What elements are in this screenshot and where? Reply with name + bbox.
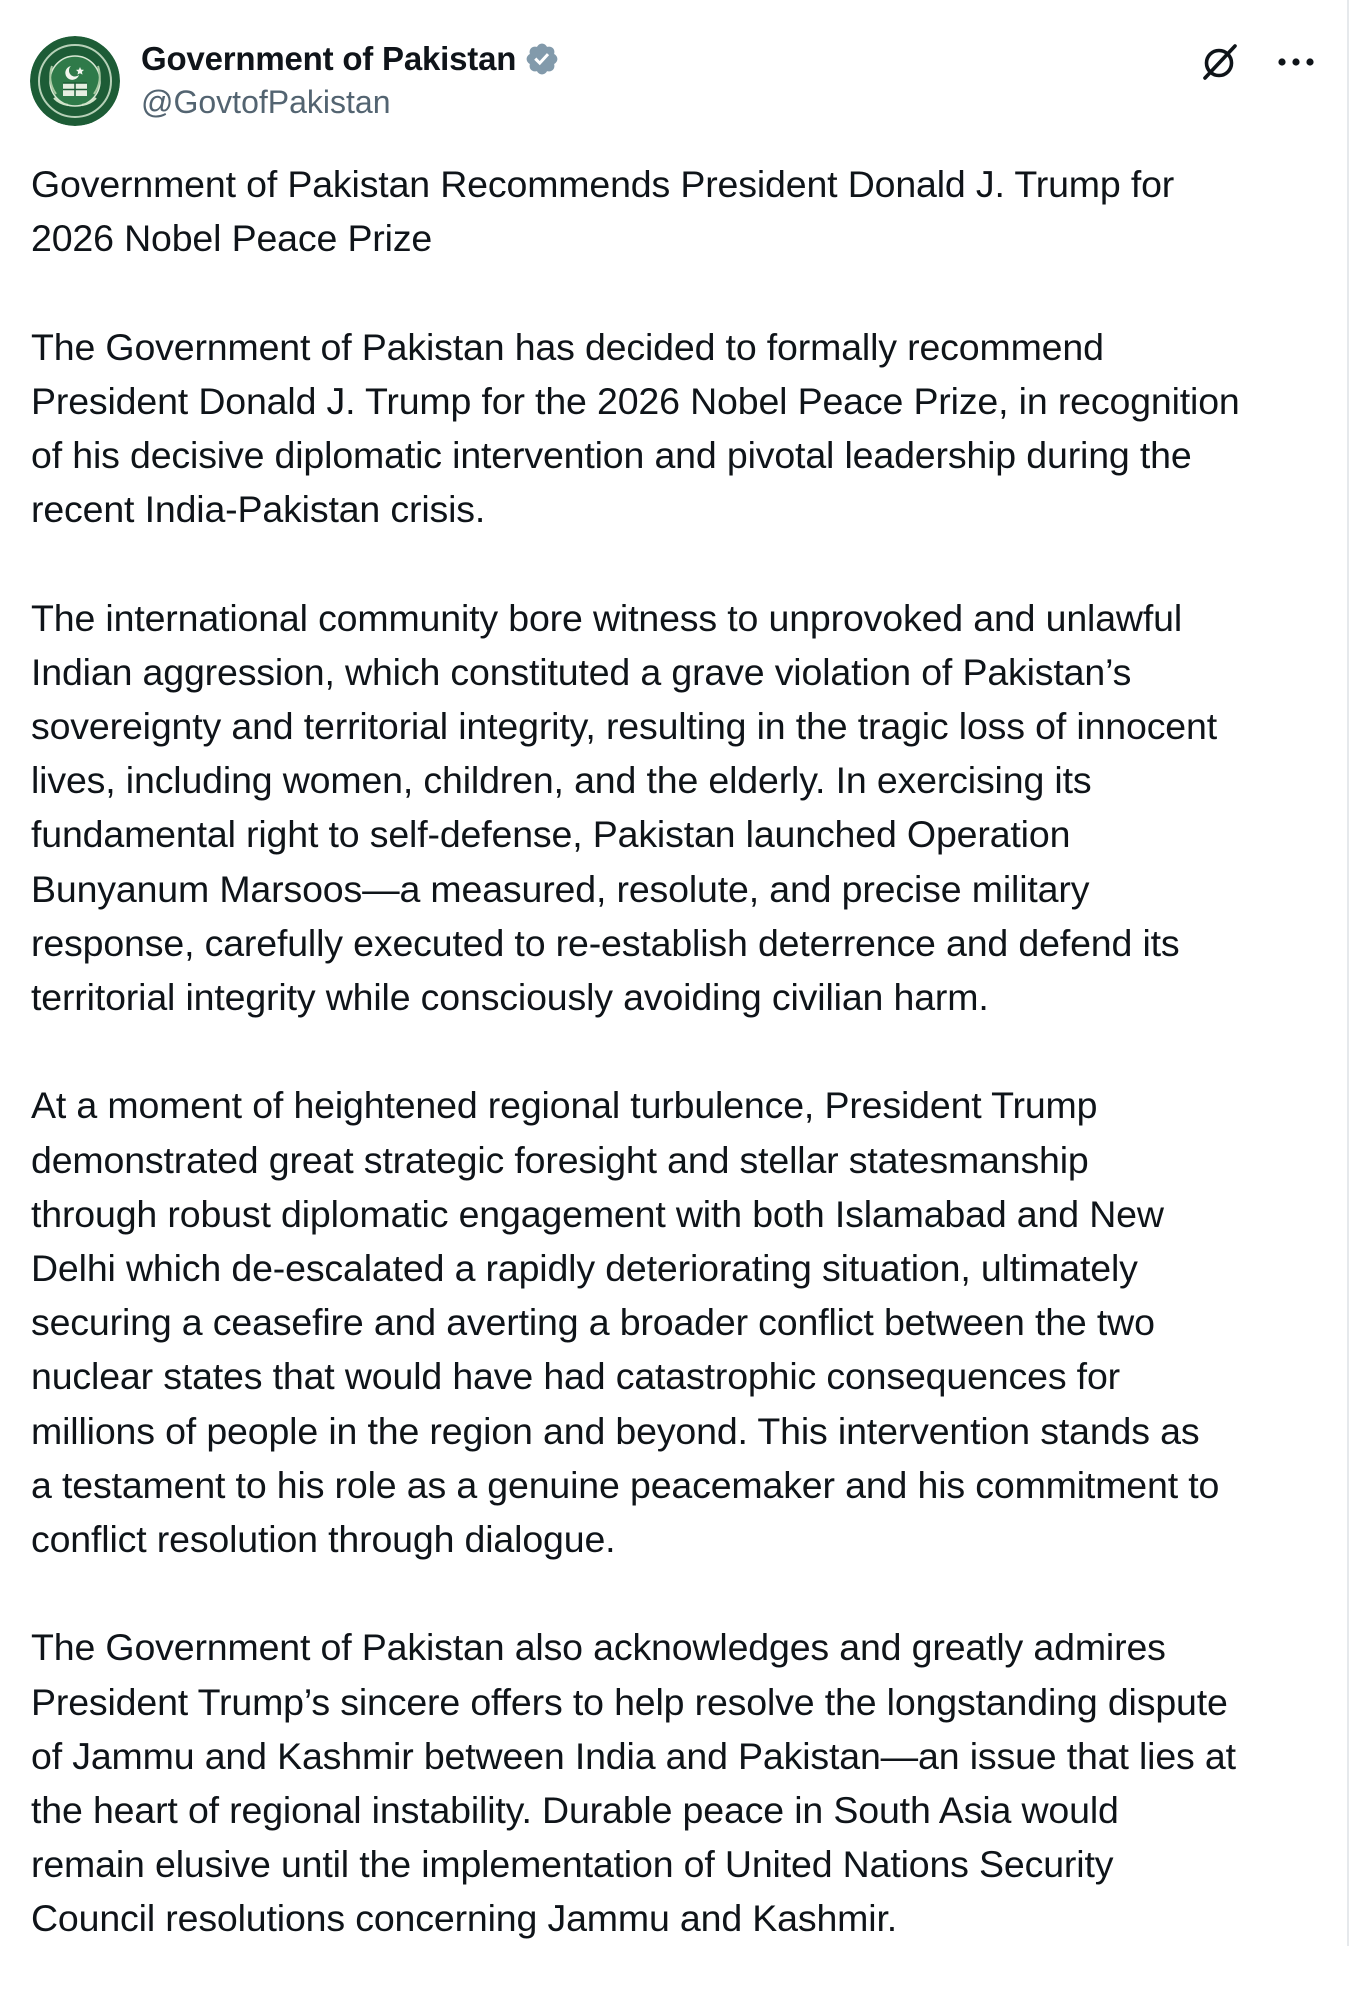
tweet-title: Government of Pakistan Recommends President Donald J. Trump for 2026 Nobel Peace Prize [31,163,1175,260]
tweet-paragraph: At a moment of heightened regional turbulence, President Trump demonstrated great strategic foresight and stellar statesmanship through robust diplomatic engagement with both Islamabad and New Delhi which de-escalated a rapidly deteriorating situation, ultimately securing a ceasefire and averting a broader conflict between the two nuclear states that would have had catastrophic consequences for millions of people in the region and beyond. This intervention stands as a testament to his role as a genuine peacemaker and his commitment to conflict resolution through dialogue. [31,1084,1220,1561]
account-names [141,36,560,121]
grok-icon[interactable] [1198,40,1242,84]
display-name[interactable]: Government of Pakistan [141,40,517,77]
tweet-header [30,36,1320,132]
verified-badge-icon[interactable] [524,41,560,77]
avatar[interactable] [30,36,120,126]
more-icon[interactable] [1272,44,1320,80]
tweet-text [31,157,1321,2000]
display-name-row [141,36,560,82]
tweet-paragraph: The Government of Pakistan has decided to formally recommend President Donald J. Trump for the 2026 Nobel Peace Prize, in recognition of his decisive diplomatic intervention and pivotal leadership during the recent India-Pakistan crisis. [31,325,1240,531]
account-handle[interactable]: @GovtofPakistan [141,84,391,120]
tweet-paragraph: The Government of Pakistan also acknowledges and greatly admires President Trump’s sincere offers to help resolve the longstanding dispute of Jammu and Kashmir between India and Pakistan—an issue that lies at the heart of regional instability. Durable peace in South Asia would remain elusive until the implementation of United Nations Security Council resolutions concerning Jammu and Kashmir. [31,1626,1236,1940]
tweet-paragraph: The international community bore witness to unprovoked and unlawful Indian aggression, which constituted a grave violation of Pakistan’s sovereignty and territorial integrity, resulting in the tragic loss of innocent lives, including women, children, and the elderly. In exercising its fundamental right to self-defense, Pakistan launched Operation Bunyanum Marsoos—a measured, resolute, and precise military response, carefully executed to re-establish deterrence and defend its territorial integrity while consciously avoiding civilian harm. [31,596,1217,1019]
government-seal-icon [30,36,120,126]
